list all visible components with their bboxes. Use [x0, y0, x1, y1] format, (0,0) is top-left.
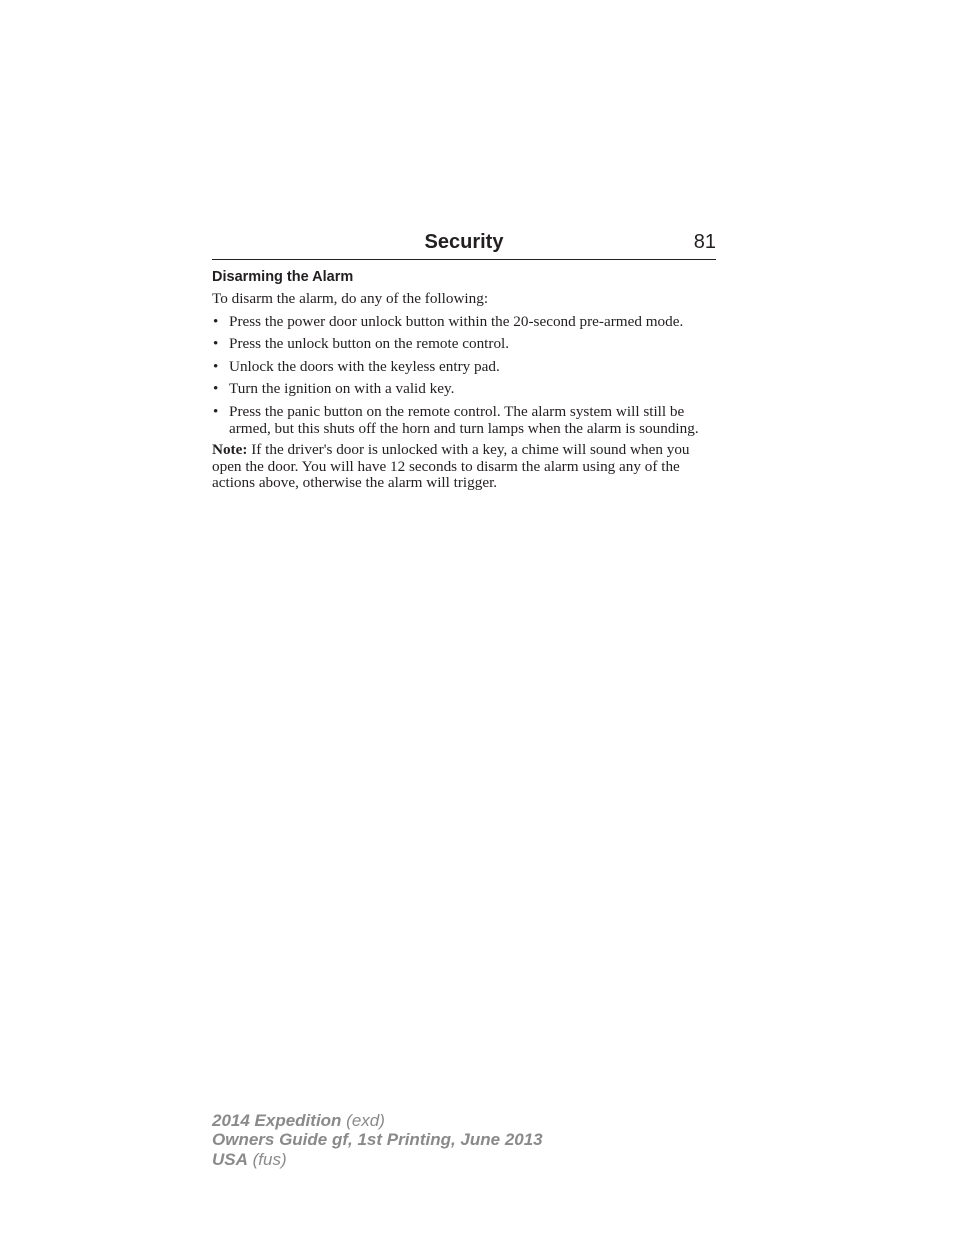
- bullet-icon: •: [213, 402, 219, 420]
- list-item-text: Press the panic button on the remote control. The alarm system will still be armed, but this shuts off the horn and turn lamps when the alarm is sounding.: [229, 402, 699, 437]
- list-item: [212, 314, 716, 331]
- footer-model: 2014 Expedition: [212, 1111, 342, 1130]
- note-label: Note:: [212, 441, 248, 459]
- chapter-title: Security: [424, 231, 504, 253]
- footer-line-model: [212, 1111, 543, 1130]
- list-item-text: Turn the ignition on with a valid key.: [229, 380, 455, 398]
- bullet-list: [212, 314, 716, 438]
- manual-page: [212, 228, 716, 492]
- footer-edition: Owners Guide gf, 1st Printing, June 2013: [212, 1130, 543, 1150]
- list-item: [212, 336, 716, 353]
- footer-market: USA: [212, 1149, 248, 1169]
- section-heading: Disarming the Alarm: [212, 269, 354, 285]
- list-item-text: Press the unlock button on the remote control.: [229, 335, 510, 353]
- note-text: If the driver's door is unlocked with a key, a chime will sound when you open the door. You will have 12 seconds to disarm the alarm using any of the actions above, otherwise the alarm will trigger.: [212, 441, 690, 492]
- intro-text: To disarm the alarm, do any of the following:: [212, 290, 489, 307]
- page-number: 81: [693, 231, 716, 253]
- footer-market-code: (fus): [247, 1149, 287, 1169]
- footer-model-code: (exd): [341, 1111, 385, 1130]
- bullet-icon: •: [213, 357, 219, 375]
- footer-line-edition: [212, 1130, 543, 1149]
- page-header: [212, 228, 716, 260]
- list-item: [212, 404, 716, 437]
- list-item-text: Press the power door unlock button within the 20-second pre-armed mode.: [229, 312, 684, 330]
- list-item-text: Unlock the doors with the keyless entry pad.: [229, 357, 500, 375]
- footer-line-market: [212, 1150, 543, 1169]
- bullet-icon: •: [213, 312, 219, 330]
- bullet-icon: •: [213, 380, 219, 398]
- list-item: [212, 359, 716, 376]
- page-footer: [212, 1111, 543, 1169]
- list-item: [212, 381, 716, 398]
- bullet-icon: •: [213, 335, 219, 353]
- note-paragraph: [212, 442, 716, 492]
